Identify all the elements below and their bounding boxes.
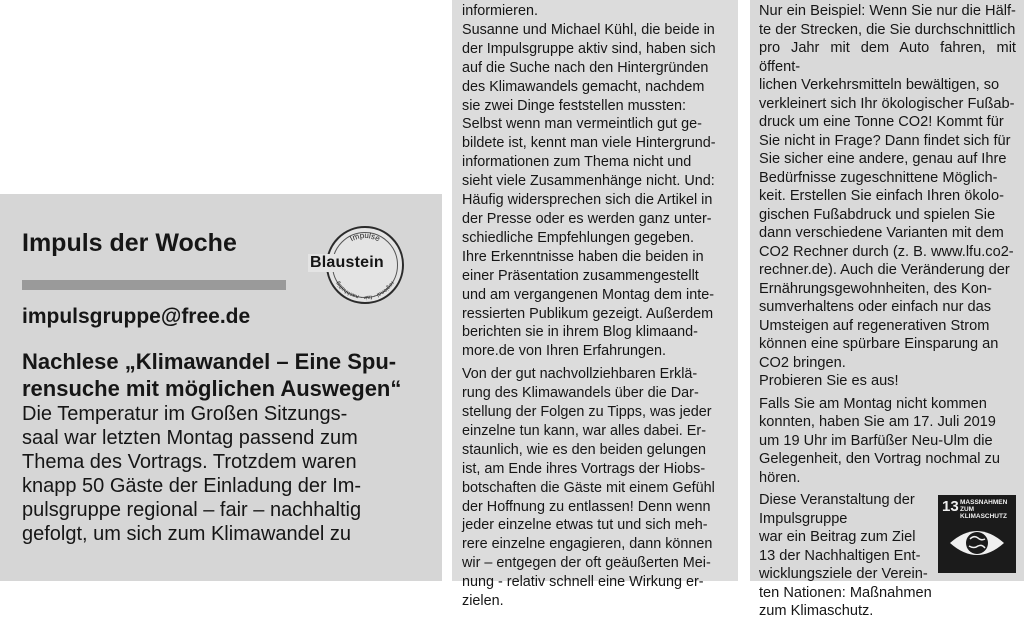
text-line: jeder einzelne etwas tut und sich meh- (462, 517, 708, 534)
text-line: botschaften die Gäste mit einem Gefühl (462, 479, 715, 496)
text-line: Susanne und Michael Kühl, die beide in (462, 21, 715, 38)
article-headline (22, 348, 428, 402)
text-line: konnten, haben Sie am 17. Juli 2019 (759, 414, 996, 430)
text-line: Diese Veranstaltung der Impulsgruppe (759, 492, 915, 527)
text-line: rechner.de). Auch die Veränderung der (759, 262, 1010, 278)
text-line: Umsteigen auf regenerativen Strom (759, 317, 990, 334)
paragraph (462, 365, 724, 611)
text-line: war ein Beitrag zum Ziel (759, 529, 916, 545)
text-line: Von der gut nachvollziehbaren Erklä- (462, 366, 698, 383)
text-line: knapp 50 Gäste der Einladung der Im- (22, 475, 362, 497)
text-line: rere einzelne engagieren, dann können (462, 536, 713, 553)
text-line: des Klimawandels gemacht, nachdem (462, 78, 705, 95)
text-line: Ernährungsgewohnheiten, des Kon- (759, 280, 992, 297)
text-line: te der Strecken, die Sie durchschnittlich (759, 21, 1016, 38)
text-line: pro Jahr mit dem Auto fahren, mit öffent- (759, 40, 1016, 75)
text-line: Die Temperatur im Großen Sitzungs- (22, 403, 348, 425)
title-underline-bar (22, 280, 286, 290)
headline-line: Nachlese „Klimawandel – Eine Spu- (22, 349, 397, 374)
text-line: ist, am Ende ihres Vortrags der Hiobs- (462, 460, 706, 477)
text-line: pulsgruppe regional – fair – nachhaltig (22, 499, 362, 521)
text-line: der Impulsgruppe aktiv sind, haben sich (462, 40, 716, 57)
article-intro-column (0, 194, 442, 581)
text-line: Bedürfnisse zugeschnittene Möglich- (759, 169, 998, 186)
text-line: lichen Verkehrsmitteln bewältigen, so (759, 77, 1000, 93)
text-line: berichten sie in ihrem Blog klimaand- (462, 324, 698, 341)
text-line: Falls Sie am Montag nicht kommen (759, 395, 987, 412)
text-line: informationen zum Thema nicht und (462, 154, 692, 171)
text-line: schiedliche Empfehlungen gegeben. (462, 229, 695, 246)
svg-text:Impulse (348, 231, 382, 244)
text-line: druck um eine Tonne CO2! Kommt für (759, 114, 1004, 130)
logo-brand-text: Blaustein (310, 254, 384, 271)
text-line: auf die Suche nach den Hintergründen (462, 59, 709, 76)
text-line: sumverhaltens oder einfach nur das (759, 299, 992, 315)
paragraph (759, 2, 1016, 391)
text-line: der Hoffnung zu entlassen! Denn wenn (462, 498, 711, 515)
text-line: wir – entgegen der oft geäußerten Mei- (462, 555, 711, 572)
text-line: sieht viele Zusammenhänge nicht. Und: (462, 173, 715, 190)
text-line: stellung der Folgen zu Tipps, was jeder (462, 404, 712, 421)
sdg-13-badge (938, 495, 1016, 573)
text-line: dann verschiedene Varianten mit dem (759, 225, 1004, 241)
sdg-number: 13 (942, 498, 959, 515)
text-line: hören. (759, 469, 801, 486)
text-line: Thema des Vortrags. Trotzdem waren (22, 451, 357, 473)
text-line: staunlich, wie es den beiden gelungen (462, 441, 707, 458)
text-line: Nur ein Beispiel: Wenn Sie nur die Hälf- (759, 3, 1016, 19)
text-line: einzelne tun kann, war alles dabei. Er- (462, 422, 706, 439)
text-line: sie zwei Dinge feststellen mussten: (462, 97, 686, 114)
text-line: Sie sicher eine andere, genau auf Ihre (759, 151, 1007, 167)
text-line: zum Klimaschutz. (759, 603, 874, 619)
paragraph (462, 2, 724, 361)
text-line: verkleinert sich Ihr ökologischer Fußab- (759, 95, 1015, 112)
headline-line: rensuche mit möglichen Auswegen“ (22, 376, 402, 401)
text-line: Ihre Erkenntnisse haben die beiden in (462, 248, 704, 265)
text-line: rung des Klimawandels über die Dar- (462, 385, 699, 402)
text-line: Häufig widersprechen sich die Artikel in (462, 192, 713, 209)
text-line: saal war letzten Montag passend zum (22, 427, 358, 449)
text-line: Sie nicht in Frage? Dann findet sich für (759, 132, 1011, 149)
article-right-column (750, 0, 1024, 619)
text-line: zielen. (462, 593, 504, 610)
article-middle-column (452, 0, 738, 610)
contact-email: impulsgruppe@free.de (22, 305, 251, 328)
text-line: gischen Fußabdruck und spielen Sie (759, 206, 996, 223)
logo-ring-top-text: Impulse (348, 230, 382, 244)
text-line: um 19 Uhr im Barfüßer Neu-Ulm die (759, 432, 993, 449)
logo-ring-bottom-text: regional - fair - nachhaltig (335, 279, 395, 301)
text-line: CO2 Rechner durch (z. B. www.lfu.co2- (759, 243, 1014, 260)
text-line: Selbst wenn man vermeintlich gut ge- (462, 116, 702, 133)
text-line: 13 der Nachhaltigen Ent- (759, 547, 921, 564)
text-line: der Presse oder es werden ganz unter- (462, 210, 712, 227)
eye-globe-icon (948, 521, 1006, 565)
sdg-label: MASSNAHMEN ZUM KLIMASCHUTZ (960, 499, 1008, 520)
text-line: und am vergangenen Montag dem inte- (462, 286, 714, 303)
paragraph (759, 395, 1016, 488)
text-line: Probieren Sie es aus! (759, 373, 899, 389)
text-line: wicklungsziele der Verein- (759, 566, 928, 582)
text-line: keit. Erstellen Sie einfach Ihren ökolo- (759, 188, 1004, 204)
text-line: informieren. (462, 3, 538, 19)
closing-block (759, 491, 1016, 621)
text-line: können eine spürbare Einsparung an (759, 336, 999, 352)
article-lead-text (22, 402, 428, 546)
text-line: gefolgt, um sich zum Klimawandel zu (22, 523, 352, 545)
svg-text:regional - fair - nachhaltig (335, 280, 395, 300)
text-line: Gelegenheit, den Vortrag nochmal zu (759, 451, 1000, 467)
text-line: nung - relativ schnell eine Wirkung er- (462, 574, 704, 591)
section-title: Impuls der Woche (22, 229, 237, 257)
text-line: bildete ist, kennt man viele Hintergrund- (462, 135, 716, 152)
impulse-blaustein-logo (302, 226, 410, 306)
text-line: more.de von Ihren Erfahrungen. (462, 343, 666, 360)
text-line: ressierten Publikum gezeigt. Außerdem (462, 305, 714, 322)
text-line: CO2 bringen. (759, 354, 846, 371)
text-line: einer Präsentation zusammengestellt (462, 267, 699, 284)
text-line: ten Nationen: Maßnahmen (759, 584, 932, 601)
